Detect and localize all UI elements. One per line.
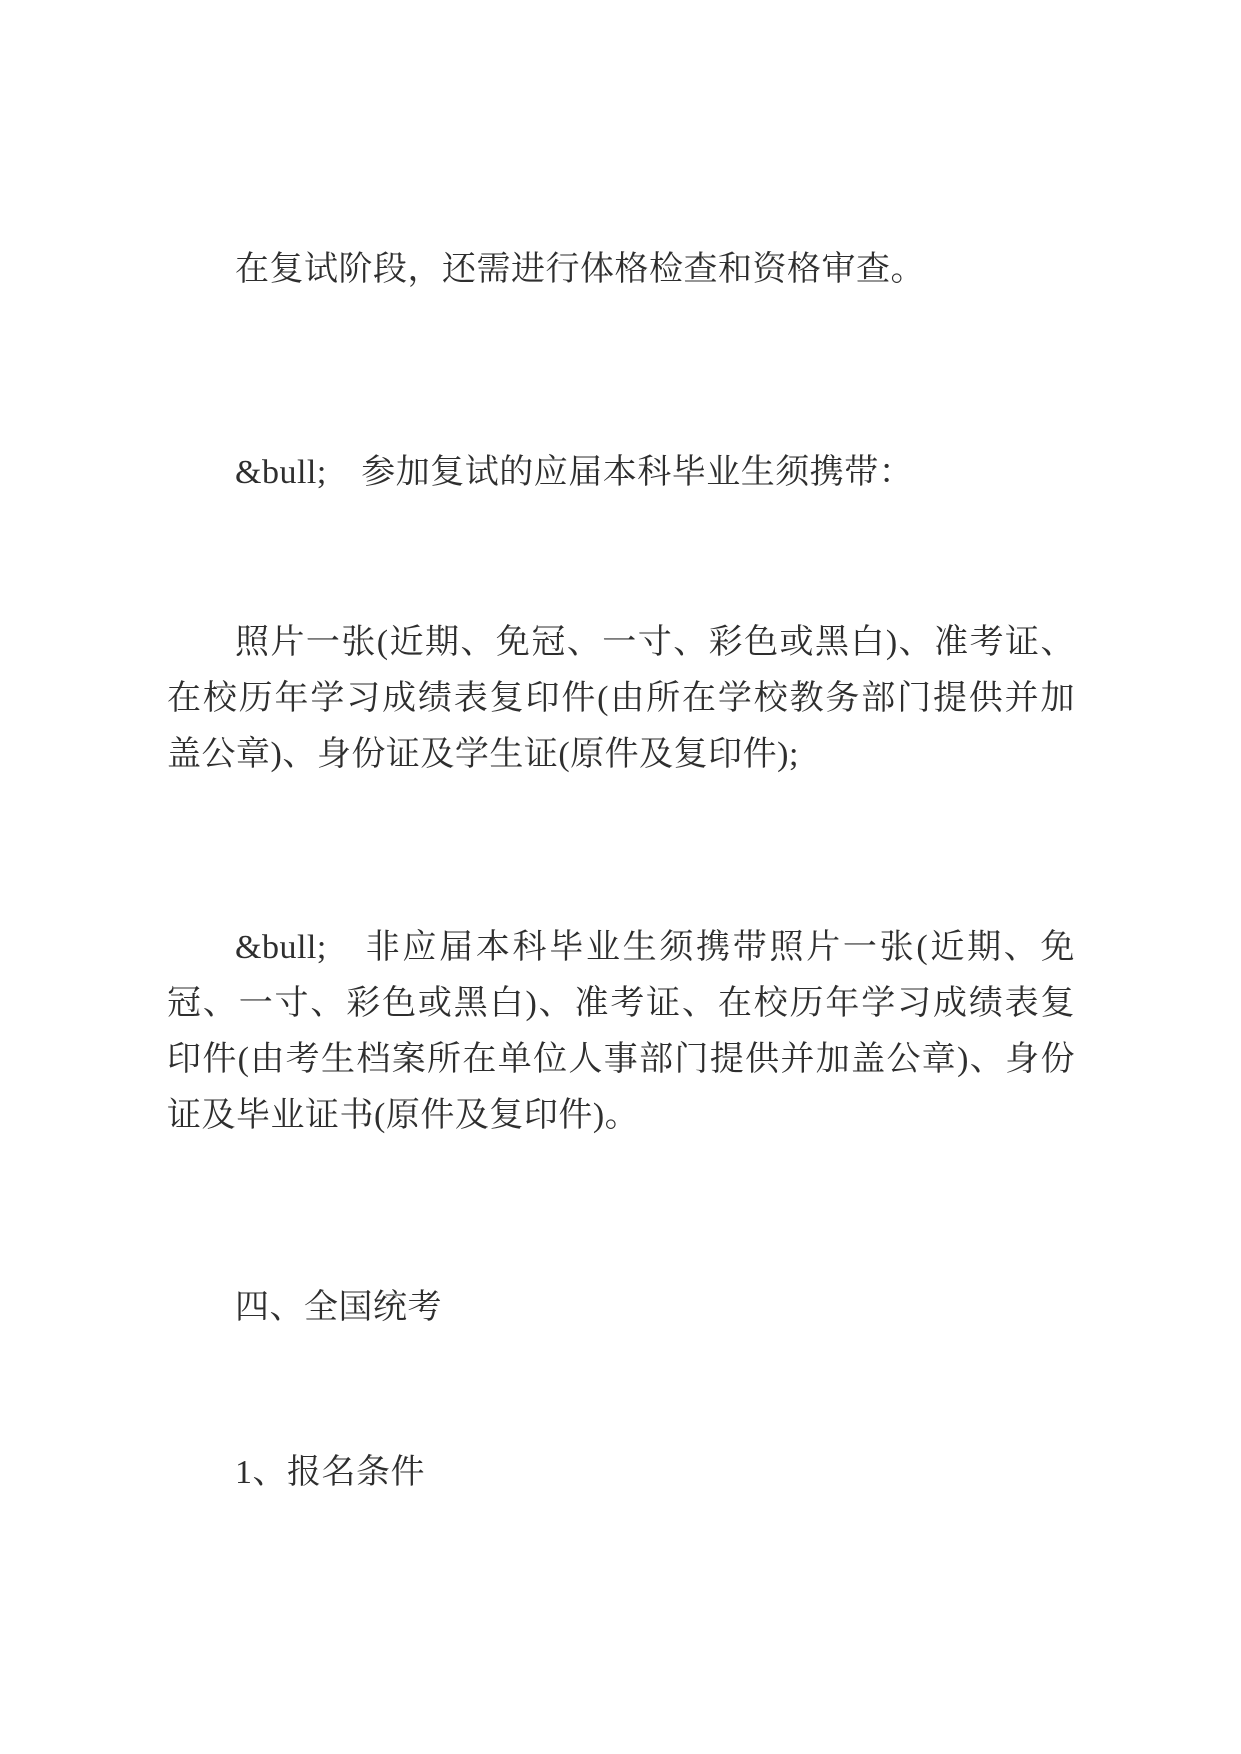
section-heading-national-unified-exam: 四、全国统考 — [235, 1289, 442, 1326]
paragraph-current-graduates-materials: 照片一张(近期、免冠、一寸、彩色或黑白)、准考证、在校历年学习成绩表复印件(由所在学校教务部门提供并加盖公章)、身份证及学生证(原件及复印件); — [167, 624, 1075, 773]
paragraph-bullet-current-graduates-intro: &bull; 参加复试的应届本科毕业生须携带： — [235, 454, 914, 491]
paragraph-recheck-requirements: 在复试阶段，还需进行体格检查和资格审查。 — [235, 251, 925, 288]
subsection-heading-registration-conditions: 1、报名条件 — [235, 1454, 425, 1491]
paragraph-bullet-non-current-graduates-materials: &bull; 非应届本科毕业生须携带照片一张(近期、免冠、一寸、彩色或黑白)、准考证、在校历年学习成绩表复印件(由考生档案所在单位人事部门提供并加盖公章)、身份证及毕业证书(原件及复印件)。 — [167, 929, 1075, 1134]
